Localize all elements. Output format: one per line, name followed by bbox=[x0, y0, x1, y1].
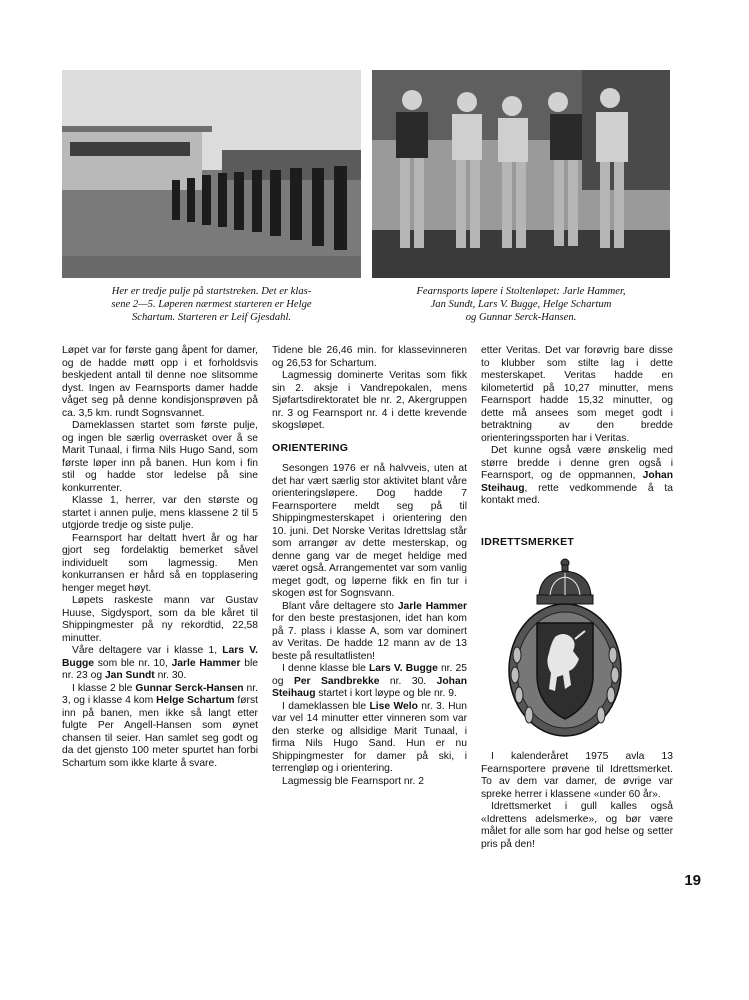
runner-name: Jan Sundt bbox=[104, 670, 155, 681]
col2-paragraph-1: Tidene ble 26,46 min. for klassevinneren og 26,53 for Schartum. bbox=[272, 345, 467, 369]
col3-paragraph-2: Det kunne også være ønskelig med større bredde i denne gren også i Fearnsport, og de oppmannen, Johan Steihaug, rette vedkommende å ta kontakt med. bbox=[481, 445, 673, 506]
col2-paragraph-4: Blant våre deltagere sto Jarle Hammer for den beste prestasjonen, idet han kom på 7. plass i klasse A, som var dominert av Veritas. De hadde 12 mann av de 13 beste på resultatlisten! bbox=[272, 600, 467, 662]
idrettsmerket-emblem-icon bbox=[505, 555, 625, 745]
photo-runners bbox=[372, 70, 670, 278]
col1-paragraph-4: Fearnsport har deltatt hvert år og har gjort seg fordelaktig bemerket såvel individuelt som lagmessig. Men konkurransen er hård så en topplasering henger meget høyt. bbox=[62, 532, 258, 594]
col3-paragraph-1: etter Veritas. Det var forøvrig bare disse to klubber som stilte lag i dette mesterskapet. Veritas hadde en kilometertid på 10,27 minutter, mens Fearnsport hadde 15,32 minutter, og dette må ansees som meget godt i betraktning av den bredde orienteringssporten har i Veritas. bbox=[481, 345, 673, 444]
caption-left-line-3: Schartum. Starteren er Leif Gjesdahl. bbox=[131, 312, 292, 324]
caption-right-line-2: Jan Sundt, Lars V. Bugge, Helge Schartum bbox=[430, 299, 612, 311]
col2-paragraph-7: Lagmessig ble Fearnsport nr. 2 bbox=[282, 775, 424, 787]
col1-paragraph-5: Løpets raskeste mann var Gustav Huuse, Sigdysport, som da ble kåret til Shippingmester på ny rekordtid, 22,58 minutter. bbox=[62, 595, 258, 644]
caption-right-line-1: Fearnsports løpere i Stoltenløpet: Jarle Hammer, bbox=[416, 286, 626, 297]
page-number: 19 bbox=[684, 872, 701, 889]
col1-paragraph-3: Klasse 1, herrer, var den største og startet i annen pulje, mens klassene 2 til 5 utgjorde tredje og siste pulje. bbox=[62, 495, 258, 531]
runner-name: Per Sandbrekke bbox=[293, 675, 380, 687]
section-heading-idrettsmerket: IDRETTSMERKET bbox=[481, 535, 575, 548]
caption-right bbox=[372, 285, 670, 325]
runner-name: Jarle Hammer bbox=[397, 600, 467, 612]
col2-paragraph-5: I denne klasse ble Lars V. Bugge nr. 25 og Per Sandbrekke nr. 30. Johan Steihaug startet i kort løype og ble nr. 9. bbox=[272, 663, 467, 699]
column-1 bbox=[62, 345, 258, 770]
runner-name: Helge Schartum bbox=[156, 695, 235, 706]
caption-left bbox=[62, 285, 361, 325]
runner-name: Johan Steihaug bbox=[481, 470, 673, 494]
column-3 bbox=[481, 345, 673, 557]
caption-left-line-1: Her er tredje pulje på startstreken. Det er klas- bbox=[111, 286, 312, 297]
section-heading-orientering: ORIENTERING bbox=[272, 441, 349, 454]
caption-left-line-2: sene 2—5. Løperen nærmest starteren er Helge bbox=[111, 299, 312, 311]
col3-paragraph-4: Idrettsmerket i gull kalles også «Idrettens adelsmerke», og bør være målet for alle som har god helse og setter pris på den! bbox=[481, 801, 673, 850]
col2-paragraph-3: Sesongen 1976 er nå halvveis, uten at det har vært særlig stor aktivitet blant våre orienteringsløpere. Dog hadde 7 Fearnsportere meldt seg på til Shippingmesterskapet i orientering den 10. juni. Det Norske Veritas Idrettslag står som arrangør av dette mesterskap, og denne gang var de meget heldige med været også. Arrangementet var som vanlig meget godt, og løperne fikk en fin tur i skogen øst for Sognsvann. bbox=[272, 463, 467, 599]
runner-name: Gunnar Serck-Hansen bbox=[135, 682, 244, 694]
runner-name: Johan Steihaug bbox=[272, 675, 467, 699]
starting-line-image bbox=[62, 70, 361, 278]
col2-paragraph-2: Lagmessig dominerte Veritas som fikk sin 2. aksje i Vandrepokalen, mens Sjøfartsdirektoratet ble nr. 2, Akergruppen nr. 3 og Fearnsport nr. 4 i dette krevende skogsløpet. bbox=[272, 370, 467, 431]
col1-paragraph-1: Løpet var for første gang åpent for damer, og de hadde møtt opp i et forholdsvis beskjedent antall til denne noe slitsomme dyst. Ingen av Fearnsports damer hadde våget seg på denne kondisjonsprøven på ca. 3,5 km. rundt Sognsvannet. bbox=[62, 345, 258, 419]
runner-name: Lise Welo bbox=[369, 700, 418, 712]
photo-starting-line bbox=[62, 70, 361, 278]
runners-image bbox=[372, 70, 670, 278]
runner-name: Lars V. Bugge bbox=[62, 645, 258, 669]
caption-right-line-3: og Gunnar Serck-Hansen. bbox=[465, 312, 577, 324]
runner-name: Lars V. Bugge bbox=[368, 663, 438, 674]
runner-name: Jarle Hammer bbox=[171, 657, 241, 669]
column-3-lower bbox=[481, 751, 673, 851]
col2-paragraph-6: I dameklassen ble Lise Welo nr. 3. Hun var vel 14 minutter etter vinneren som var den sterke og allsidige Marit Tunaal, i firma Nils Hugo Sand. Hun er nu Shippingmester for damer på ski, i terrengløp og i orientering. bbox=[272, 700, 468, 774]
column-2 bbox=[272, 345, 467, 788]
col1-paragraph-7: I klasse 2 ble Gunnar Serck-Hansen nr. 3, og i klasse 4 kom Helge Schartum først inn på banen, men ikke så langt etter fulgte Per Angell-Hansen som øynet chansen til seier. Han samlet seg godt og da det gjensto 100 meter spurtet han forbi Schartum som ikke klarte å svare. bbox=[62, 682, 259, 769]
col1-paragraph-2: Dameklassen startet som første pulje, og ingen ble særlig overrasket over å se Marit Tunaal, i firma Nils Hugo Sand, som første løper inn på banen. Hun kom i fin stil og hadde stor ledelse på sine konkurrenter. bbox=[62, 420, 258, 494]
col3-paragraph-3: I kalenderåret 1975 avla 13 Fearnsportere prøvene til Idrettsmerket. To av dem var damer, de øvrige var spreke herrer i klassene «under 60 år». bbox=[481, 751, 673, 800]
col1-paragraph-6: Våre deltagere var i klasse 1, Lars V. Bugge som ble nr. 10, Jarle Hammer ble nr. 23 og Jan Sundt nr. 30. bbox=[62, 645, 258, 681]
